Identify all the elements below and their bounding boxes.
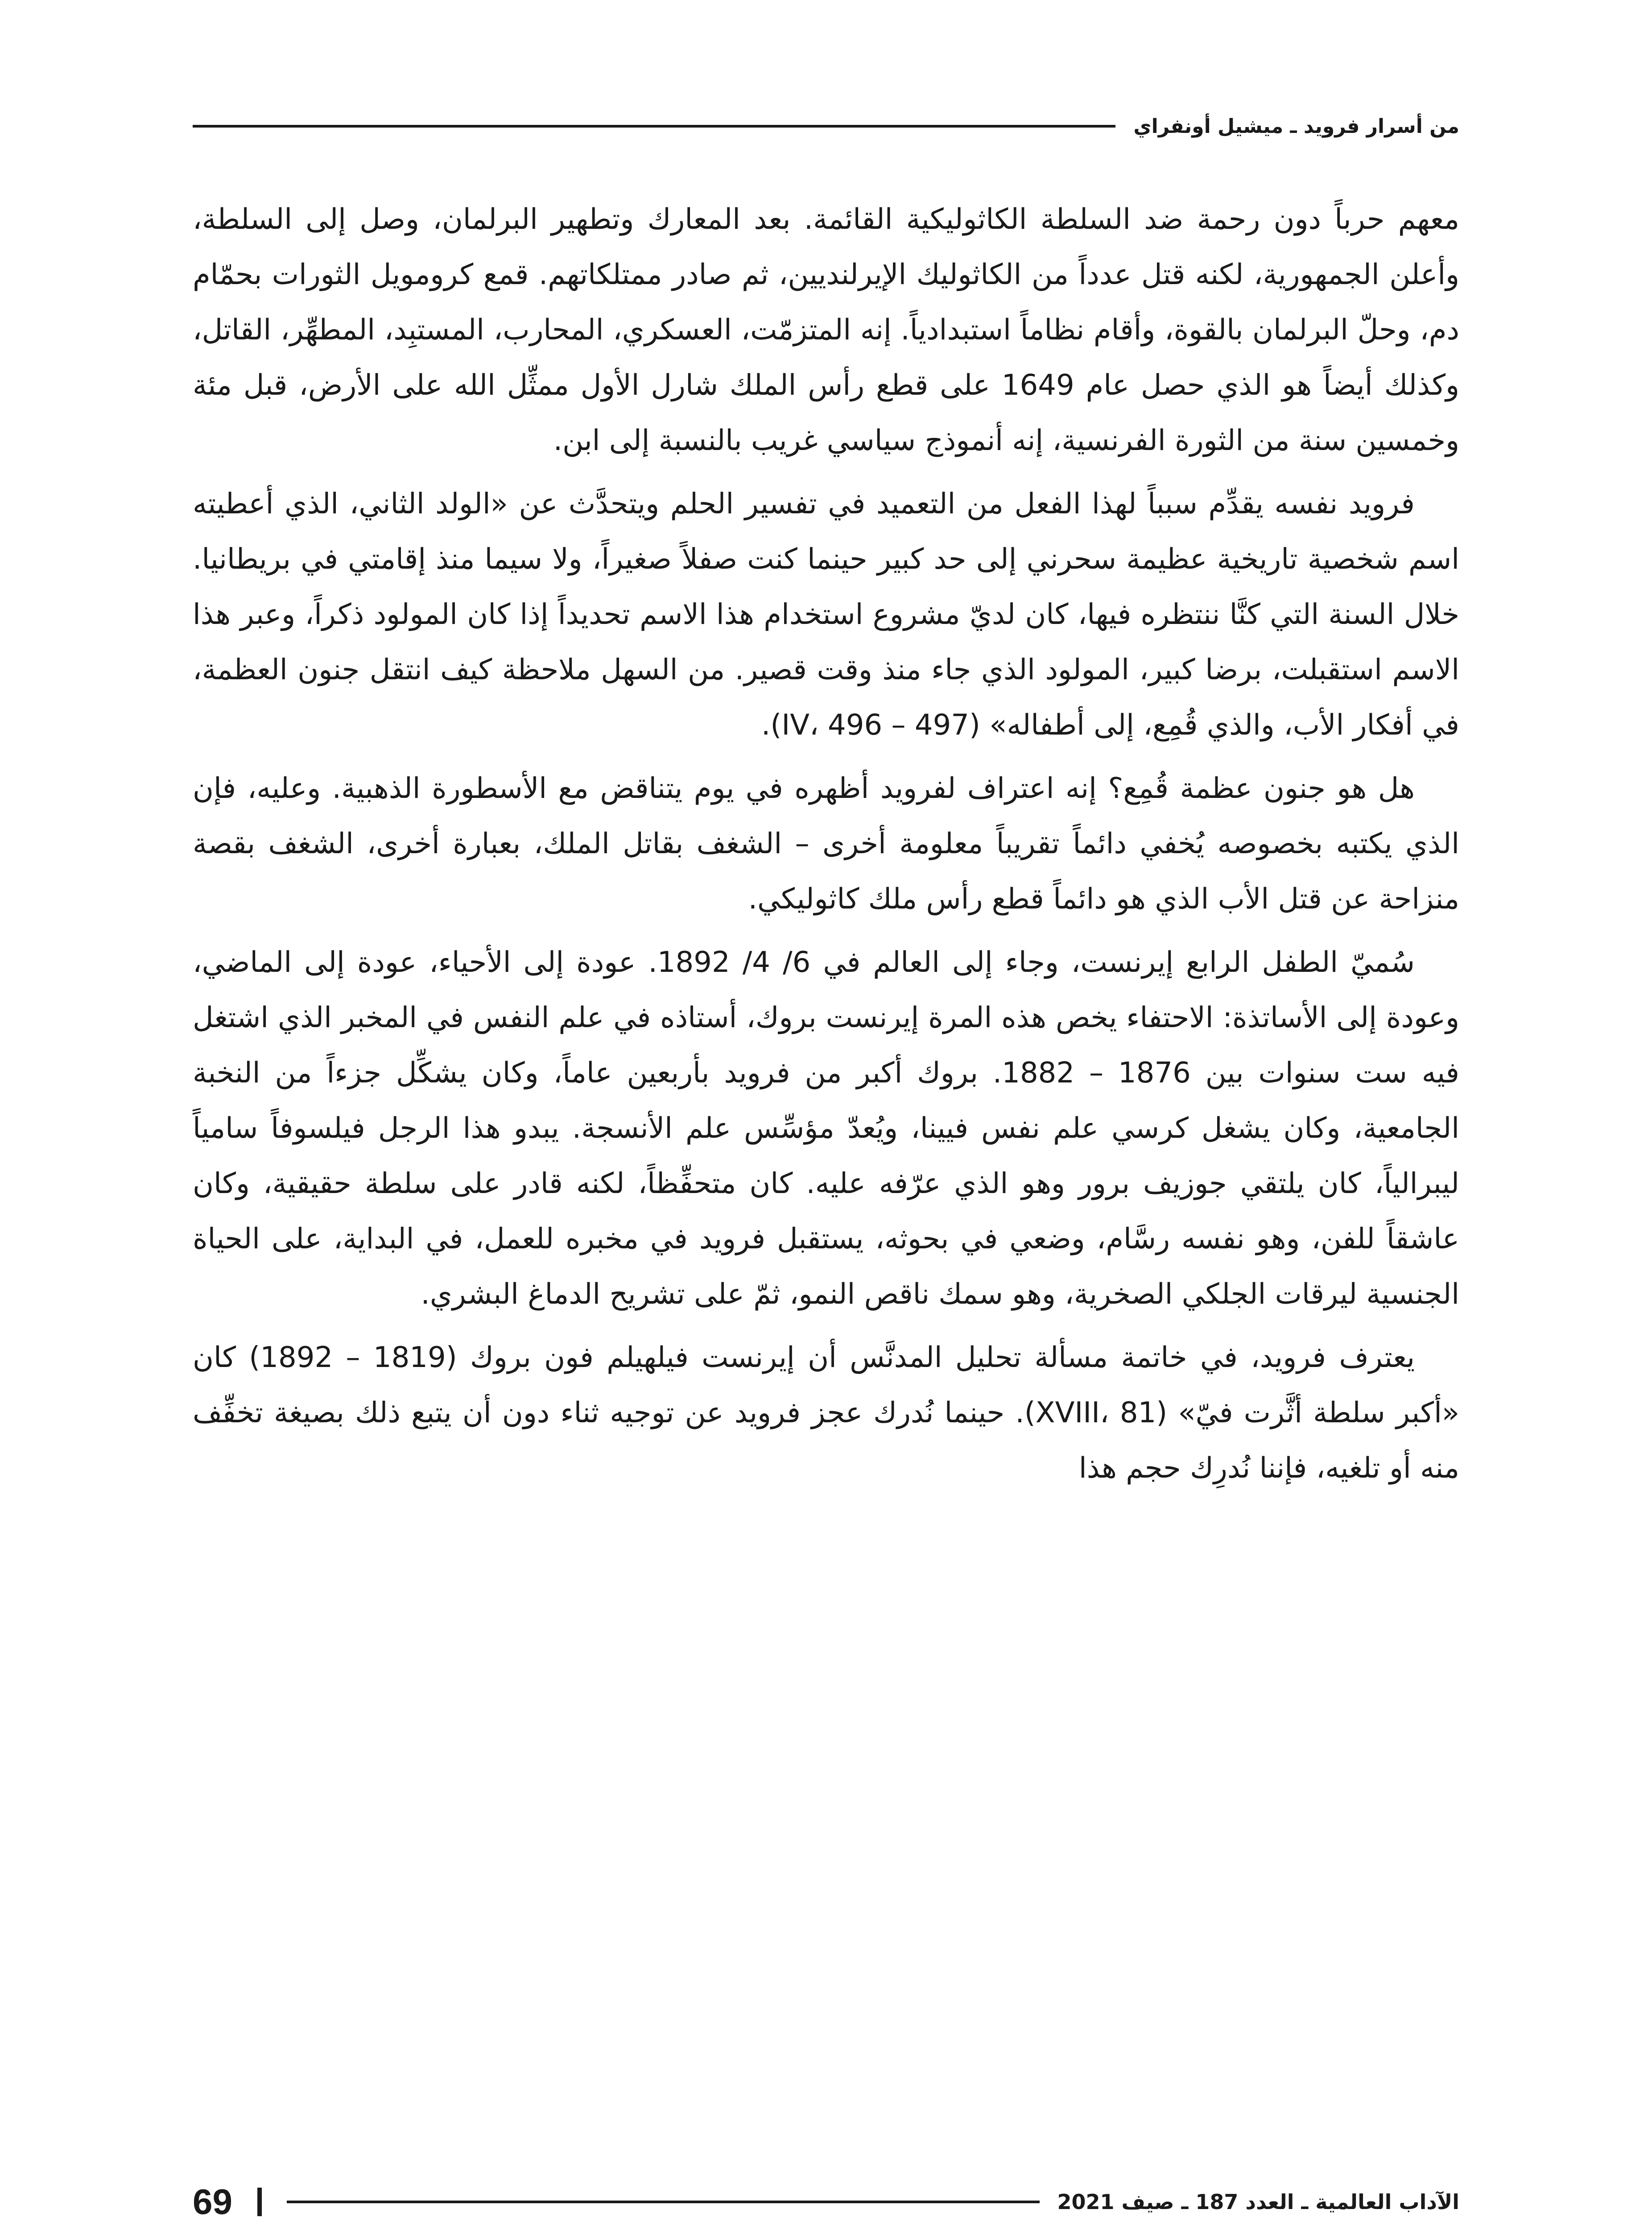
running-header	[193, 111, 1459, 142]
journal-issue: الآداب العالمية ـ العدد 187 ـ صيف 2021	[1057, 2190, 1459, 2214]
header-rule	[193, 125, 1115, 128]
paragraph: فرويد نفسه يقدِّم سبباً لهذا الفعل من التعميد في تفسير الحلم ويتحدَّث عن «الولد الثاني، الذي أعطيته اسم شخصية تاريخية عظيمة سحرني إلى حد كبير حينما كنت صفلاً صغيراً، ولا سيما منذ إقامتي في بريطانيا. خلال السنة التي كنَّا ننتظره فيها، كان لديّ مشروع استخدام هذا الاسم تحديداً إذا كان المولود ذكراً، وعبر هذا الاسم استقبلت، برضا كبير، المولود الذي جاء منذ وقت قصير. من السهل ملاحظة كيف انتقل جنون العظمة، في أفكار الأب، والذي قُمِع، إلى أطفاله» (497 – 496 ،IV).	[193, 487, 1459, 742]
footer-separator	[257, 2188, 262, 2216]
running-title: من أسرار فرويد ـ ميشيل أونفراي	[1133, 115, 1459, 138]
paragraph: يعترف فرويد، في خاتمة مسألة تحليل المدنَّس أن إيرنست فيلهيلم فون بروك (1819 – 1892) كان «أكبر سلطة أثَّرت فيّ» (81 ،XVIII). حينما نُدرك عجز فرويد عن توجيه ثناء دون أن يتبع ذلك بصيغة تخفِّف منه أو تلغيه، فإننا نُدرِك حجم هذا	[193, 1341, 1460, 1485]
paragraph: معهم حرباً دون رحمة ضد السلطة الكاثوليكية القائمة. بعد المعارك وتطهير البرلمان، وصل إلى السلطة، وأعلن الجمهورية، لكنه قتل عدداً من الكاثوليك الإيرلنديين، ثم صادر ممتلكاتهم. قمع كرومويل الثورات بحمّام دم، وحلّ البرلمان بالقوة، وأقام نظاماً استبدادياً. إنه المتزمّت، العسكري، المحارب، المستبِد، المطهِّر، القاتل، وكذلك أيضاً هو الذي حصل عام 1649 على قطع رأس الملك شارل الأول ممثِّل الله على الأرض، قبل مئة وخمسين سنة من الثورة الفرنسية، إنه أنموذج سياسي غريب بالنسبة إلى ابن.	[193, 203, 1460, 457]
page-footer	[193, 2182, 1459, 2222]
footer-rule	[287, 2201, 1040, 2203]
page-number: 69	[193, 2182, 232, 2222]
body-text	[193, 192, 1459, 1504]
paragraph: سُميّ الطفل الرابع إيرنست، وجاء إلى العالم في 6/ 4/ 1892. عودة إلى الأحياء، عودة إلى الماضي، وعودة إلى الأساتذة: الاحتفاء يخص هذه المرة إيرنست بروك، أستاذه في علم النفس في المخبر الذي اشتغل فيه ست سنوات بين 1876 – 1882. بروك أكبر من فرويد بأربعين عاماً، وكان يشكِّل جزءاً من النخبة الجامعية، وكان يشغل كرسي علم نفس فيينا، ويُعدّ مؤسِّس علم الأنسجة. يبدو هذا الرجل فيلسوفاً سامياً ليبرالياً، كان يلتقي جوزيف برور وهو الذي عرّفه عليه. كان متحفِّظاً، لكنه قادر على سلطة حقيقية، وكان عاشقاً للفن، وهو نفسه رسَّام، وضعي في بحوثه، يستقبل فرويد في مخبره للعمل، في البداية، على الحياة الجنسية ليرقات الجلكي الصخرية، وهو سمك ناقص النمو، ثمّ على تشريح الدماغ البشري.	[193, 946, 1460, 1311]
paragraph: هل هو جنون عظمة قُمِع؟ إنه اعتراف لفرويد أظهره في يوم يتناقض مع الأسطورة الذهبية. وعليه، فإن الذي يكتبه بخصوصه يُخفي دائماً تقريباً معلومة أخرى – الشغف بقاتل الملك، بعبارة أخرى، الشغف بقصة منزاحة عن قتل الأب الذي هو دائماً قطع رأس ملك كاثوليكي.	[193, 772, 1459, 916]
